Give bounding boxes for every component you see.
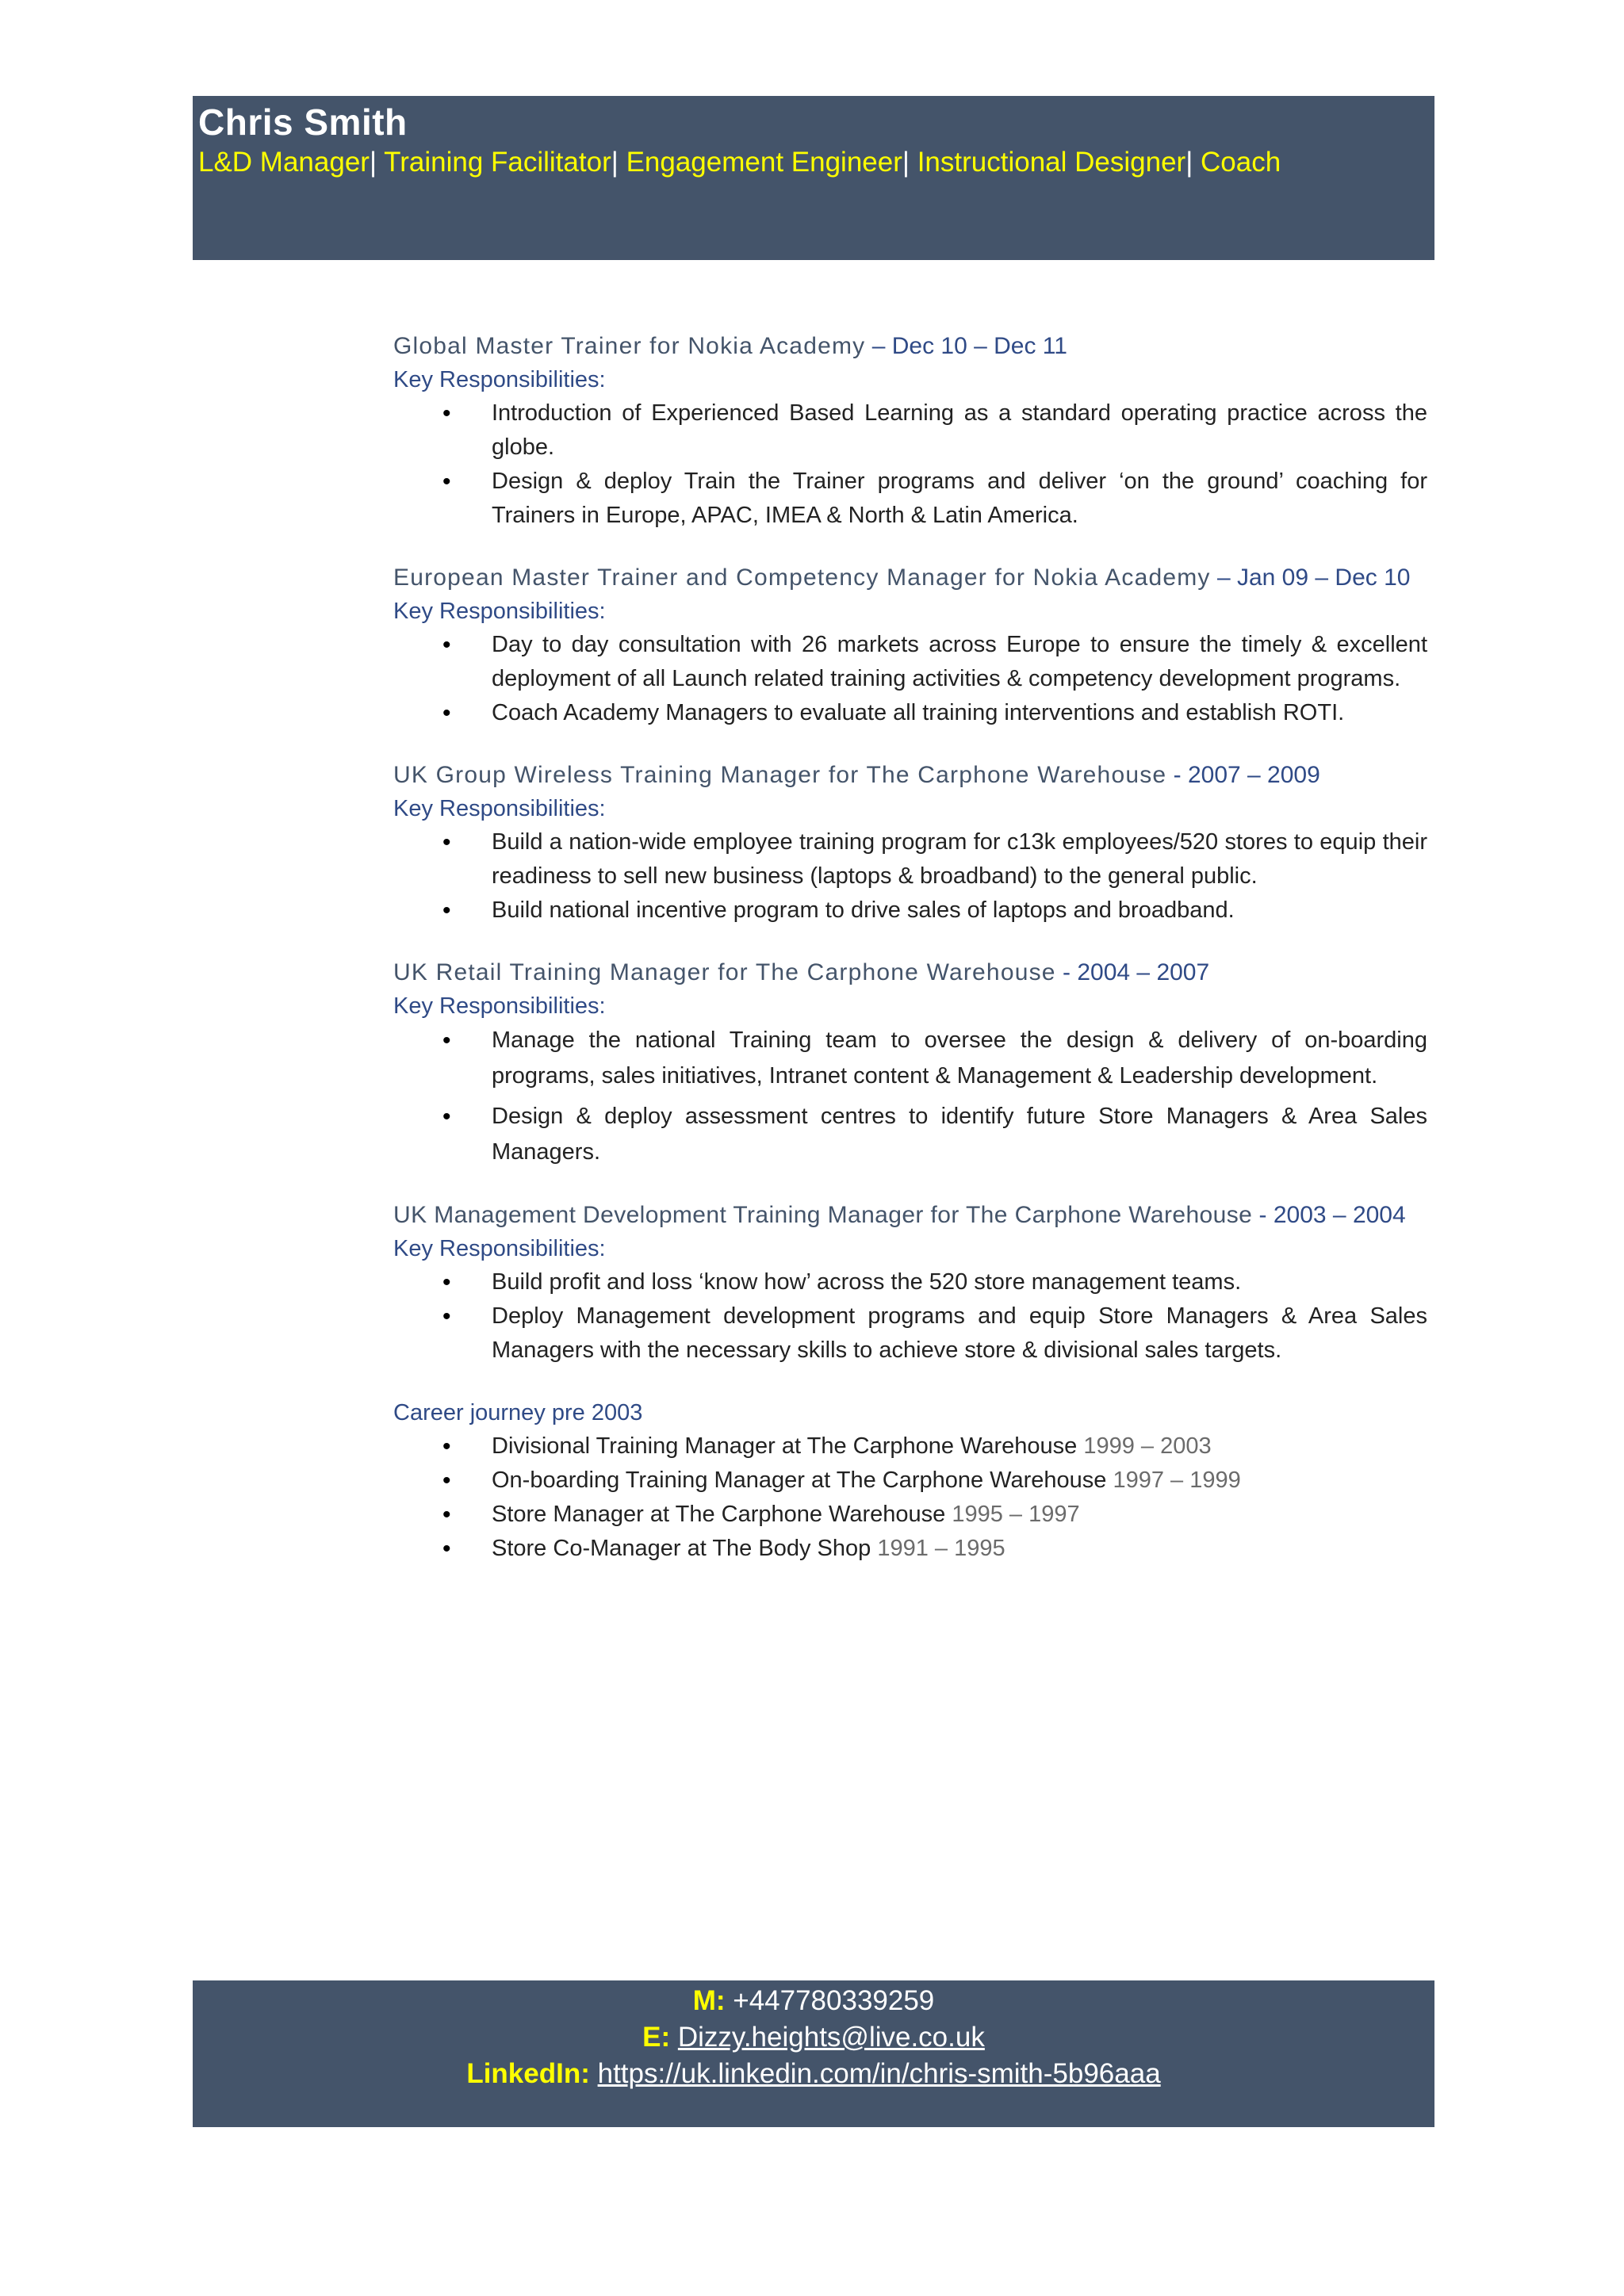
bullet-icon: • [442,400,451,427]
email-link[interactable]: Dizzy.heights@live.co.uk [677,2022,985,2053]
bullet-icon: • [442,1303,451,1330]
job-dates: - 2004 – 2007 [1055,959,1210,985]
responsibilities-list [393,628,1427,730]
bullet-icon: • [442,1269,451,1295]
career-journey-title: Career journey pre 2003 [393,1400,643,1425]
email-label: E: [642,2022,671,2053]
job-dates: – Jan 09 – Dec 10 [1210,564,1411,591]
mobile-line [193,1984,1434,2019]
career-role: Store Co-Manager at The Body Shop [492,1536,871,1561]
role-ld-manager: L&D Manager [198,147,370,178]
experience-section [393,330,1427,1594]
responsibilities-label: Key Responsibilities: [393,1236,606,1261]
job-title [393,561,1427,595]
list-item-text: Build profit and loss ‘know how’ across the 520 store management teams. [492,1269,1242,1295]
list-item-text: Build national incentive program to drive sales of laptops and broadband. [492,897,1235,923]
list-item [393,628,1427,696]
role-separator: | [902,147,910,178]
mobile-number[interactable]: +447780339259 [733,1985,935,2016]
responsibilities-list [393,825,1427,928]
responsibilities-label: Key Responsibilities: [393,796,606,821]
list-item [393,396,1427,465]
bullet-icon: • [442,897,451,924]
role-separator: | [1185,147,1193,178]
role-engagement-engineer: Engagement Engineer [626,147,902,178]
list-item [393,1099,1427,1170]
list-item [393,1498,1427,1532]
bullet-icon: • [442,1468,451,1494]
job-title [393,956,1427,989]
list-item-text: Design & deploy Train the Trainer programs and deliver ‘on the ground’ coaching for Trainers in Europe, APAC, IMEA & North & Latin America. [492,469,1427,528]
list-item-text: Introduction of Experienced Based Learning as a standard operating practice across the globe. [492,400,1427,460]
list-item [393,825,1427,894]
footer-band [193,1980,1434,2127]
job-title-text: UK Group Wireless Training Manager for The Carphone Warehouse [393,762,1167,788]
list-item-text: Manage the national Training team to oversee the design & delivery of on-boarding programs, sales initiatives, Intranet content & Management & Leadership development. [492,1027,1427,1089]
job-title [393,1199,1427,1232]
responsibilities-label: Key Responsibilities: [393,367,606,392]
job-entry [393,759,1427,928]
list-item-text: Day to day consultation with 26 markets across Europe to ensure the timely & excellent deployment of all Launch related training activities & competency development programs. [492,632,1427,691]
career-dates: 1991 – 1995 [877,1536,1005,1561]
bullet-icon: • [442,1502,451,1528]
list-item [393,1265,1427,1299]
list-item-text: Coach Academy Managers to evaluate all training interventions and establish ROTI. [492,700,1345,725]
linkedin-line [193,2057,1434,2091]
responsibilities-list [393,1023,1427,1170]
job-title-text: UK Retail Training Manager for The Carphone Warehouse [393,959,1056,985]
bullet-icon: • [442,1536,451,1562]
list-item [393,1299,1427,1368]
list-item [393,894,1427,928]
bullet-icon: • [442,469,451,495]
bullet-icon: • [442,632,451,658]
job-entry [393,1199,1427,1368]
career-role: Store Manager at The Carphone Warehouse [492,1502,946,1527]
responsibilities-label: Key Responsibilities: [393,599,606,624]
career-dates: 1995 – 1997 [952,1502,1080,1527]
role-separator: | [369,147,377,178]
job-entry [393,561,1427,730]
responsibilities-list [393,396,1427,533]
career-journey [393,1396,1427,1566]
list-item [393,696,1427,730]
bullet-icon: • [442,1027,451,1054]
job-entry [393,330,1427,533]
list-item-text: Deploy Management development programs and equip Store Managers & Area Sales Managers with the necessary skills to achieve store & divisional sales targets. [492,1303,1427,1363]
job-dates: - 2003 – 2004 [1252,1202,1406,1228]
mobile-label: M: [692,1985,726,2016]
bullet-icon: • [442,1104,451,1130]
bullet-icon: • [442,700,451,726]
role-training-facilitator: Training Facilitator [384,147,611,178]
job-entry [393,956,1427,1170]
bullet-icon: • [442,829,451,855]
list-item [393,1532,1427,1566]
career-dates: 1999 – 2003 [1083,1433,1212,1459]
list-item [393,1464,1427,1498]
list-item [393,465,1427,533]
candidate-name: Chris Smith [198,101,408,143]
career-dates: 1997 – 1999 [1113,1468,1241,1493]
list-item-text: Design & deploy assessment centres to identify future Store Managers & Area Sales Managers. [492,1104,1427,1165]
job-title-text: European Master Trainer and Competency Manager for Nokia Academy [393,564,1211,591]
job-dates: - 2007 – 2009 [1166,762,1320,788]
responsibilities-label: Key Responsibilities: [393,993,606,1019]
list-item [393,1429,1427,1464]
list-item-text: Build a nation-wide employee training program for c13k employees/520 stores to equip their readiness to sell new business (laptops & broadband) to the general public. [492,829,1427,889]
job-title-text: Global Master Trainer for Nokia Academy [393,333,866,359]
job-title [393,759,1427,792]
linkedin-link[interactable]: https://uk.linkedin.com/in/chris-smith-5b96aaa [597,2058,1161,2089]
role-coach: Coach [1201,147,1281,178]
role-instructional-designer: Instructional Designer [917,147,1186,178]
email-line [193,2020,1434,2055]
role-separator: | [611,147,619,178]
job-dates: – Dec 10 – Dec 11 [865,333,1067,359]
responsibilities-list [393,1265,1427,1368]
career-role: Divisional Training Manager at The Carphone Warehouse [492,1433,1078,1459]
linkedin-label: LinkedIn: [466,2058,590,2089]
career-role: On-boarding Training Manager at The Carphone Warehouse [492,1468,1107,1493]
header-band [193,96,1434,260]
list-item [393,1023,1427,1094]
career-list [393,1429,1427,1566]
role-tagline [198,147,1281,178]
job-title [393,330,1427,363]
bullet-icon: • [442,1433,451,1460]
job-title-text: UK Management Development Training Manager for The Carphone Warehouse [393,1202,1253,1228]
